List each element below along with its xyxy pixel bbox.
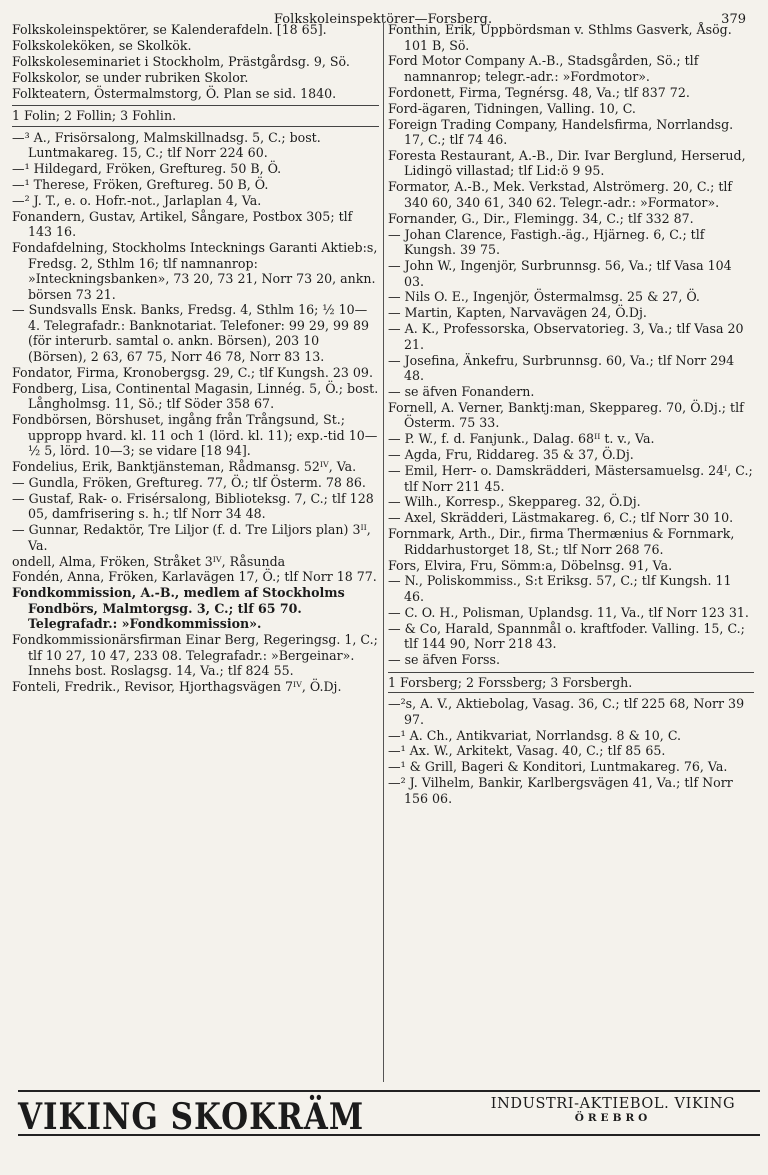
directory-entry: — John W., Ingenjör, Surbrunnsg. 56, Va.; tlf Vasa 104 03.: [388, 258, 732, 289]
directory-entry: Fonthin, Erik, Uppbördsman v. Sthlms Gasverk, Åsög. 101 B, Sö.: [388, 22, 732, 53]
left-column: [12, 22, 383, 1082]
directory-entry: —¹ Therese, Fröken, Greftureg. 50 B, Ö.: [12, 176, 269, 192]
ad-maker: [470, 1096, 756, 1124]
directory-entry: — Emil, Herr- o. Damskrädderi, Mästersamuelsg. 24ᴵ, C.; tlf Norr 211 45.: [388, 463, 753, 494]
directory-entry: Fondelius, Erik, Banktjänsteman, Rådmansg. 52ᴵⱽ, Va.: [12, 458, 357, 474]
directory-entry: Fonandern, Gustav, Artikel, Sångare, Postbox 305; tlf 143 16.: [12, 208, 353, 240]
directory-entry: Fondberg, Lisa, Continental Magasin, Linnég. 5, Ö.; bost. Långholmsg. 11, Sö.; tlf Söder 358 67.: [12, 380, 379, 412]
directory-entry: — Wilh., Korresp., Skeppareg. 32, Ö.Dj.: [388, 494, 641, 510]
directory-entry: Fornander, G., Dir., Flemingg. 34, C.; tlf 332 87.: [388, 210, 694, 226]
right-bottom-entries: [388, 696, 754, 806]
directory-entry: — A. K., Professorska, Observatorieg. 3, Va.; tlf Vasa 20 21.: [388, 321, 744, 352]
directory-entry: — & Co, Harald, Spannmål o. kraftfoder. Valling. 15, C.; tlf 144 90, Norr 218 43.: [388, 620, 745, 652]
directory-entry: — Josefina, Änkefru, Surbrunnsg. 60, Va.; tlf Norr 294 48.: [388, 352, 735, 384]
directory-columns: [12, 22, 754, 1082]
directory-entry: Fornell, A. Verner, Banktj:man, Skeppareg. 70, Ö.Dj.; tlf Österm. 75 33.: [388, 399, 744, 431]
right-section-head: 1 Forsberg; 2 Forssberg; 3 Forsbergh.: [388, 672, 754, 694]
ad-brand: VIKING SKOKRÄM: [18, 1096, 365, 1139]
directory-entry: Fornmark, Arth., Dir., firma Thermænius & Fornmark, Riddarhustorget 18, St.; tlf Norr 268 76.: [388, 526, 735, 557]
directory-entry: —²s, A. V., Aktiebolag, Vasag. 36, C.; tlf 225 68, Norr 39 97.: [388, 696, 745, 727]
directory-entry: — N., Poliskommiss., S:t Eriksg. 57, C.; tlf Kungsh. 11 46.: [388, 573, 732, 604]
directory-entry: Formator, A.-B., Mek. Verkstad, Alströmerg. 20, C.; tlf 340 60, 340 61, 340 62. Telegr.-adr.: »Formator».: [388, 179, 733, 210]
directory-entry: Fondafdelning, Stockholms Intecknings Garanti Aktieb:s, Fredsg. 2, Sthlm 16; tlf namnanrop: »Inteckningsbanken», 73 20, 73 21, Norr 73 20, ankn. börsen 73 21.: [12, 240, 378, 302]
left-section-head: 1 Folin; 2 Follin; 3 Fohlin.: [12, 105, 379, 127]
directory-entry: Fondkommission, A.-B., medlem af Stockholms Fondbörs, Malmtorgsg. 3, C.; tlf 65 70. Telegrafadr.: »Fondkommission».: [12, 585, 345, 632]
right-column: [383, 22, 754, 1082]
directory-entry: Fondkommissionärsfirman Einar Berg, Regeringsg. 1, C.; tlf 10 27, 10 47, 233 08. Telegrafadr.: »Bergeinar». Innehs bost. Roslagsg. 14, Va.; tlf 824 55.: [12, 632, 378, 679]
directory-entry: Folkskoleseminariet i Stockholm, Prästgårdsg. 9, Sö.: [12, 53, 350, 69]
directory-entry: —¹ Ax. W., Arkitekt, Vasag. 40, C.; tlf 85 65.: [388, 743, 666, 759]
directory-entry: —³ A., Frisörsalong, Malmskillnadsg. 5, C.; bost. Luntmakareg. 15, C.; tlf Norr 224 60.: [12, 129, 321, 161]
directory-entry: Fondbörsen, Börshuset, ingång från Trångsund, St.; uppropp hvard. kl. 11 och 1 (lörd. kl. 11); exp.-tid 10—½ 5, lörd. 10—3; se vidare [18 94].: [12, 412, 378, 459]
directory-entry: — Johan Clarence, Fastigh.-äg., Hjärneg. 6, C.; tlf Kungsh. 39 75.: [388, 226, 705, 258]
directory-entry: — se äfven Fonandern.: [388, 383, 535, 399]
left-top-entries: [12, 22, 379, 101]
ad-maker-name: INDUSTRI-AKTIEBOL. VIKING: [490, 1096, 736, 1112]
ad-maker-city: ÖREBRO: [574, 1112, 652, 1124]
directory-entry: — Agda, Fru, Riddareg. 35 & 37, Ö.Dj.: [388, 447, 634, 463]
directory-entry: —¹ & Grill, Bageri & Konditori, Luntmakareg. 76, Va.: [388, 759, 728, 775]
directory-entry: — se äfven Forss.: [388, 652, 500, 668]
page-number: 379: [721, 12, 746, 27]
advertisement-footer: [18, 1090, 760, 1138]
right-top-entries: [388, 22, 754, 668]
directory-entry: Foresta Restaurant, A.-B., Dir. Ivar Berglund, Herserud, Lidingö villastad; tlf Lid:ö 9 95.: [388, 147, 746, 179]
directory-entry: — Axel, Skrädderi, Lästmakareg. 6, C.; tlf Norr 30 10.: [388, 510, 734, 526]
left-bottom-entries: [12, 130, 379, 695]
footer-rule-bottom: [18, 1134, 760, 1136]
directory-entry: —¹ Hildegard, Fröken, Greftureg. 50 B, Ö.: [12, 160, 282, 176]
directory-entry: Fors, Elvira, Fru, Sömm:a, Döbelnsg. 91, Va.: [388, 557, 673, 573]
directory-entry: Foreign Trading Company, Handelsfirma, Norrlandsg. 17, C.; tlf 74 46.: [388, 116, 734, 148]
directory-entry: Folkskoleinspektörer, se Kalenderafdeln. [18 65].: [12, 22, 327, 37]
directory-entry: Folkskolor, se under rubriken Skolor.: [12, 69, 249, 85]
directory-entry: —² J. Vilhelm, Bankir, Karlbergsvägen 41, Va.; tlf Norr 156 06.: [388, 775, 733, 806]
directory-entry: — Sundsvalls Ensk. Banks, Fredsg. 4, Sthlm 16; ½ 10—4. Telegrafadr.: Banknotariat. Telefoner: 99 29, 99 89 (för interurb. samtal o. ankn. Börsen), 203 10 (Börsen), 2 63, 67 75, Norr 46 78, Norr 83 13.: [12, 302, 370, 364]
running-head: Folkskoleinspektörer—Forsberg.: [273, 12, 493, 27]
directory-entry: —¹ A. Ch., Antikvariat, Norrlandsg. 8 & 10, C.: [388, 727, 682, 743]
directory-entry: ondell, Alma, Fröken, Stråket 3ᴵⱽ, Råsunda: [12, 553, 286, 569]
directory-entry: — Martin, Kapten, Narvavägen 24, Ö.Dj.: [388, 305, 647, 321]
directory-entry: Fonteli, Fredrik., Revisor, Hjorthagsvägen 7ᴵⱽ, Ö.Dj.: [12, 679, 342, 695]
directory-entry: — C. O. H., Polisman, Uplandsg. 11, Va., tlf Norr 123 31.: [388, 604, 749, 620]
directory-entry: Fondator, Firma, Kronobergsg. 29, C.; tlf Kungsh. 23 09.: [12, 364, 373, 380]
directory-entry: Folkskoleköken, se Skolkök.: [12, 37, 192, 53]
directory-entry: Fondén, Anna, Fröken, Karlavägen 17, Ö.; tlf Norr 18 77.: [12, 569, 377, 585]
directory-entry: — Nils O. E., Ingenjör, Östermalmsg. 25 & 27, Ö.: [388, 289, 700, 305]
directory-entry: —² J. T., e. o. Hofr.-not., Jarlaplan 4, Va.: [12, 192, 262, 208]
directory-entry: Ford-ägaren, Tidningen, Valling. 10, C.: [388, 100, 636, 116]
directory-entry: — Gundla, Fröken, Greftureg. 77, Ö.; tlf Österm. 78 86.: [12, 474, 366, 490]
directory-entry: — Gunnar, Redaktör, Tre Liljor (f. d. Tre Liljors plan) 3ᴵᴵ, Va.: [12, 522, 371, 553]
directory-entry: Folkteatern, Östermalmstorg, Ö. Plan se sid. 1840.: [12, 85, 337, 101]
directory-entry: Ford Motor Company A.-B., Stadsgården, Sö.; tlf namnanrop; telegr.-adr.: »Fordmotor».: [388, 53, 699, 84]
directory-entry: — P. W., f. d. Fanjunk., Dalag. 68ᴵᴵ t. v., Va.: [388, 431, 655, 447]
footer-rule-top: [18, 1090, 760, 1092]
directory-entry: Fordonett, Firma, Tegnérsg. 48, Va.; tlf 837 72.: [388, 84, 690, 100]
directory-entry: — Gustaf, Rak- o. Frisérsalong, Biblioteksg. 7, C.; tlf 128 05, damfrisering s. h.; tlf Norr 34 48.: [12, 490, 374, 522]
